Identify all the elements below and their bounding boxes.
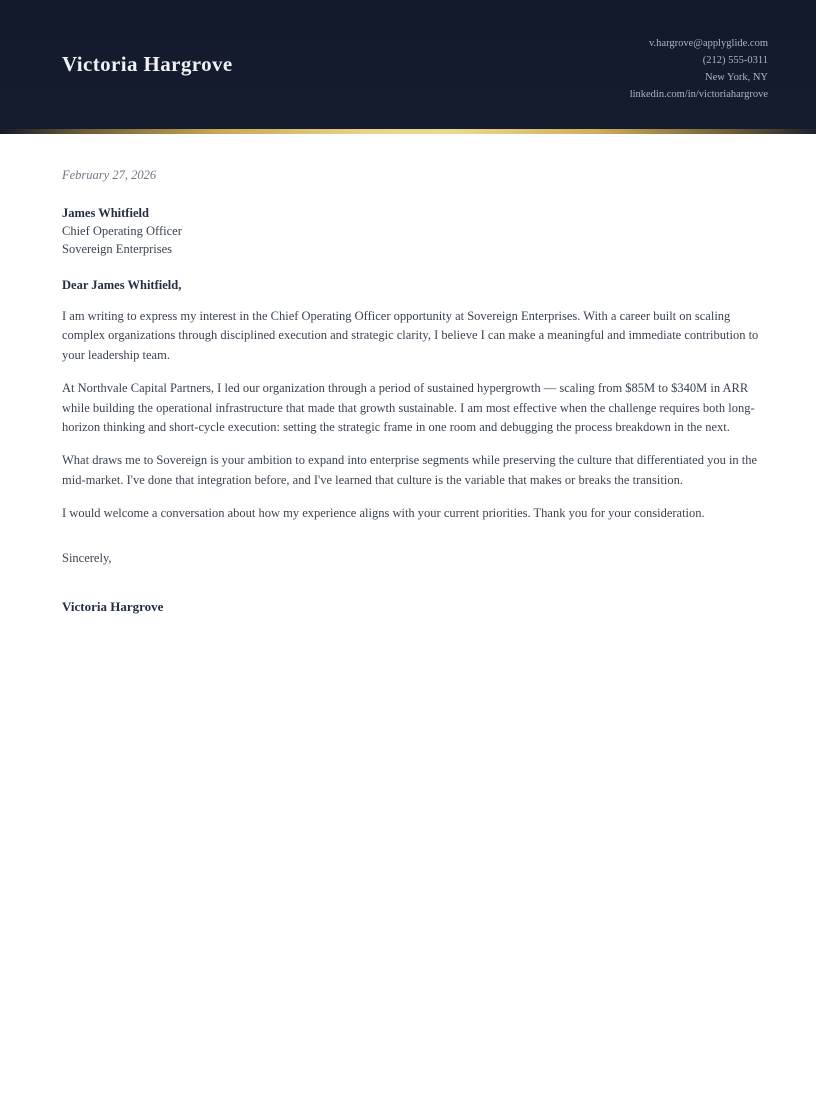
salutation: Dear James Whitfield, (62, 278, 182, 292)
letter-content (62, 166, 768, 616)
letter-header (0, 0, 816, 129)
closing-valediction: Sincerely, (62, 550, 112, 565)
recipient-company: Sovereign Enterprises (62, 242, 173, 256)
recipient-name: James Whitfield (62, 206, 149, 220)
contact-info-block (630, 27, 768, 103)
recipient-title: Chief Operating Officer (62, 224, 182, 238)
contact-phone: (212) 555-0311 (702, 54, 768, 66)
signature-name: Victoria Hargrove (62, 598, 164, 614)
letter-date: February 27, 2026 (62, 168, 157, 182)
contact-location: New York, NY (704, 71, 768, 83)
letter-body (0, 134, 816, 616)
paragraph-motivation: What draws me to Sovereign is your ambition to expand into enterprise segments while preserving the culture that differentiated you in the mid-market. I've done that integration before, and I've learned that culture is the variable that makes or breaks the transition. (62, 453, 758, 487)
applicant-name-heading: Victoria Hargrove (62, 52, 233, 76)
contact-linkedin: linkedin.com/in/victoriahargrove (629, 88, 768, 100)
contact-email: v.hargrove@applyglide.com (648, 37, 768, 49)
paragraph-experience: At Northvale Capital Partners, I led our organization through a period of sustained hypergrowth — scaling from $85M to $340M in ARR while building the operational infrastructure that made that growth sustainable. I am most effective when the challenge requires both long-horizon thinking and short-cycle execution: setting the strategic frame in one room and debugging the process breakdown in the next. (62, 381, 755, 435)
recipient-block (62, 204, 768, 258)
paragraph-introduction: I am writing to express my interest in the Chief Operating Officer opportunity at Sovereign Enterprises. With a career built on scaling complex organizations through disciplined execution and strategic clarity, I believe I can make a meaningful and immediate contribution to your leadership team. (62, 309, 759, 362)
paragraph-call-to-action: I would welcome a conversation about how my experience aligns with your current priorities. Thank you for your consideration. (62, 506, 705, 521)
